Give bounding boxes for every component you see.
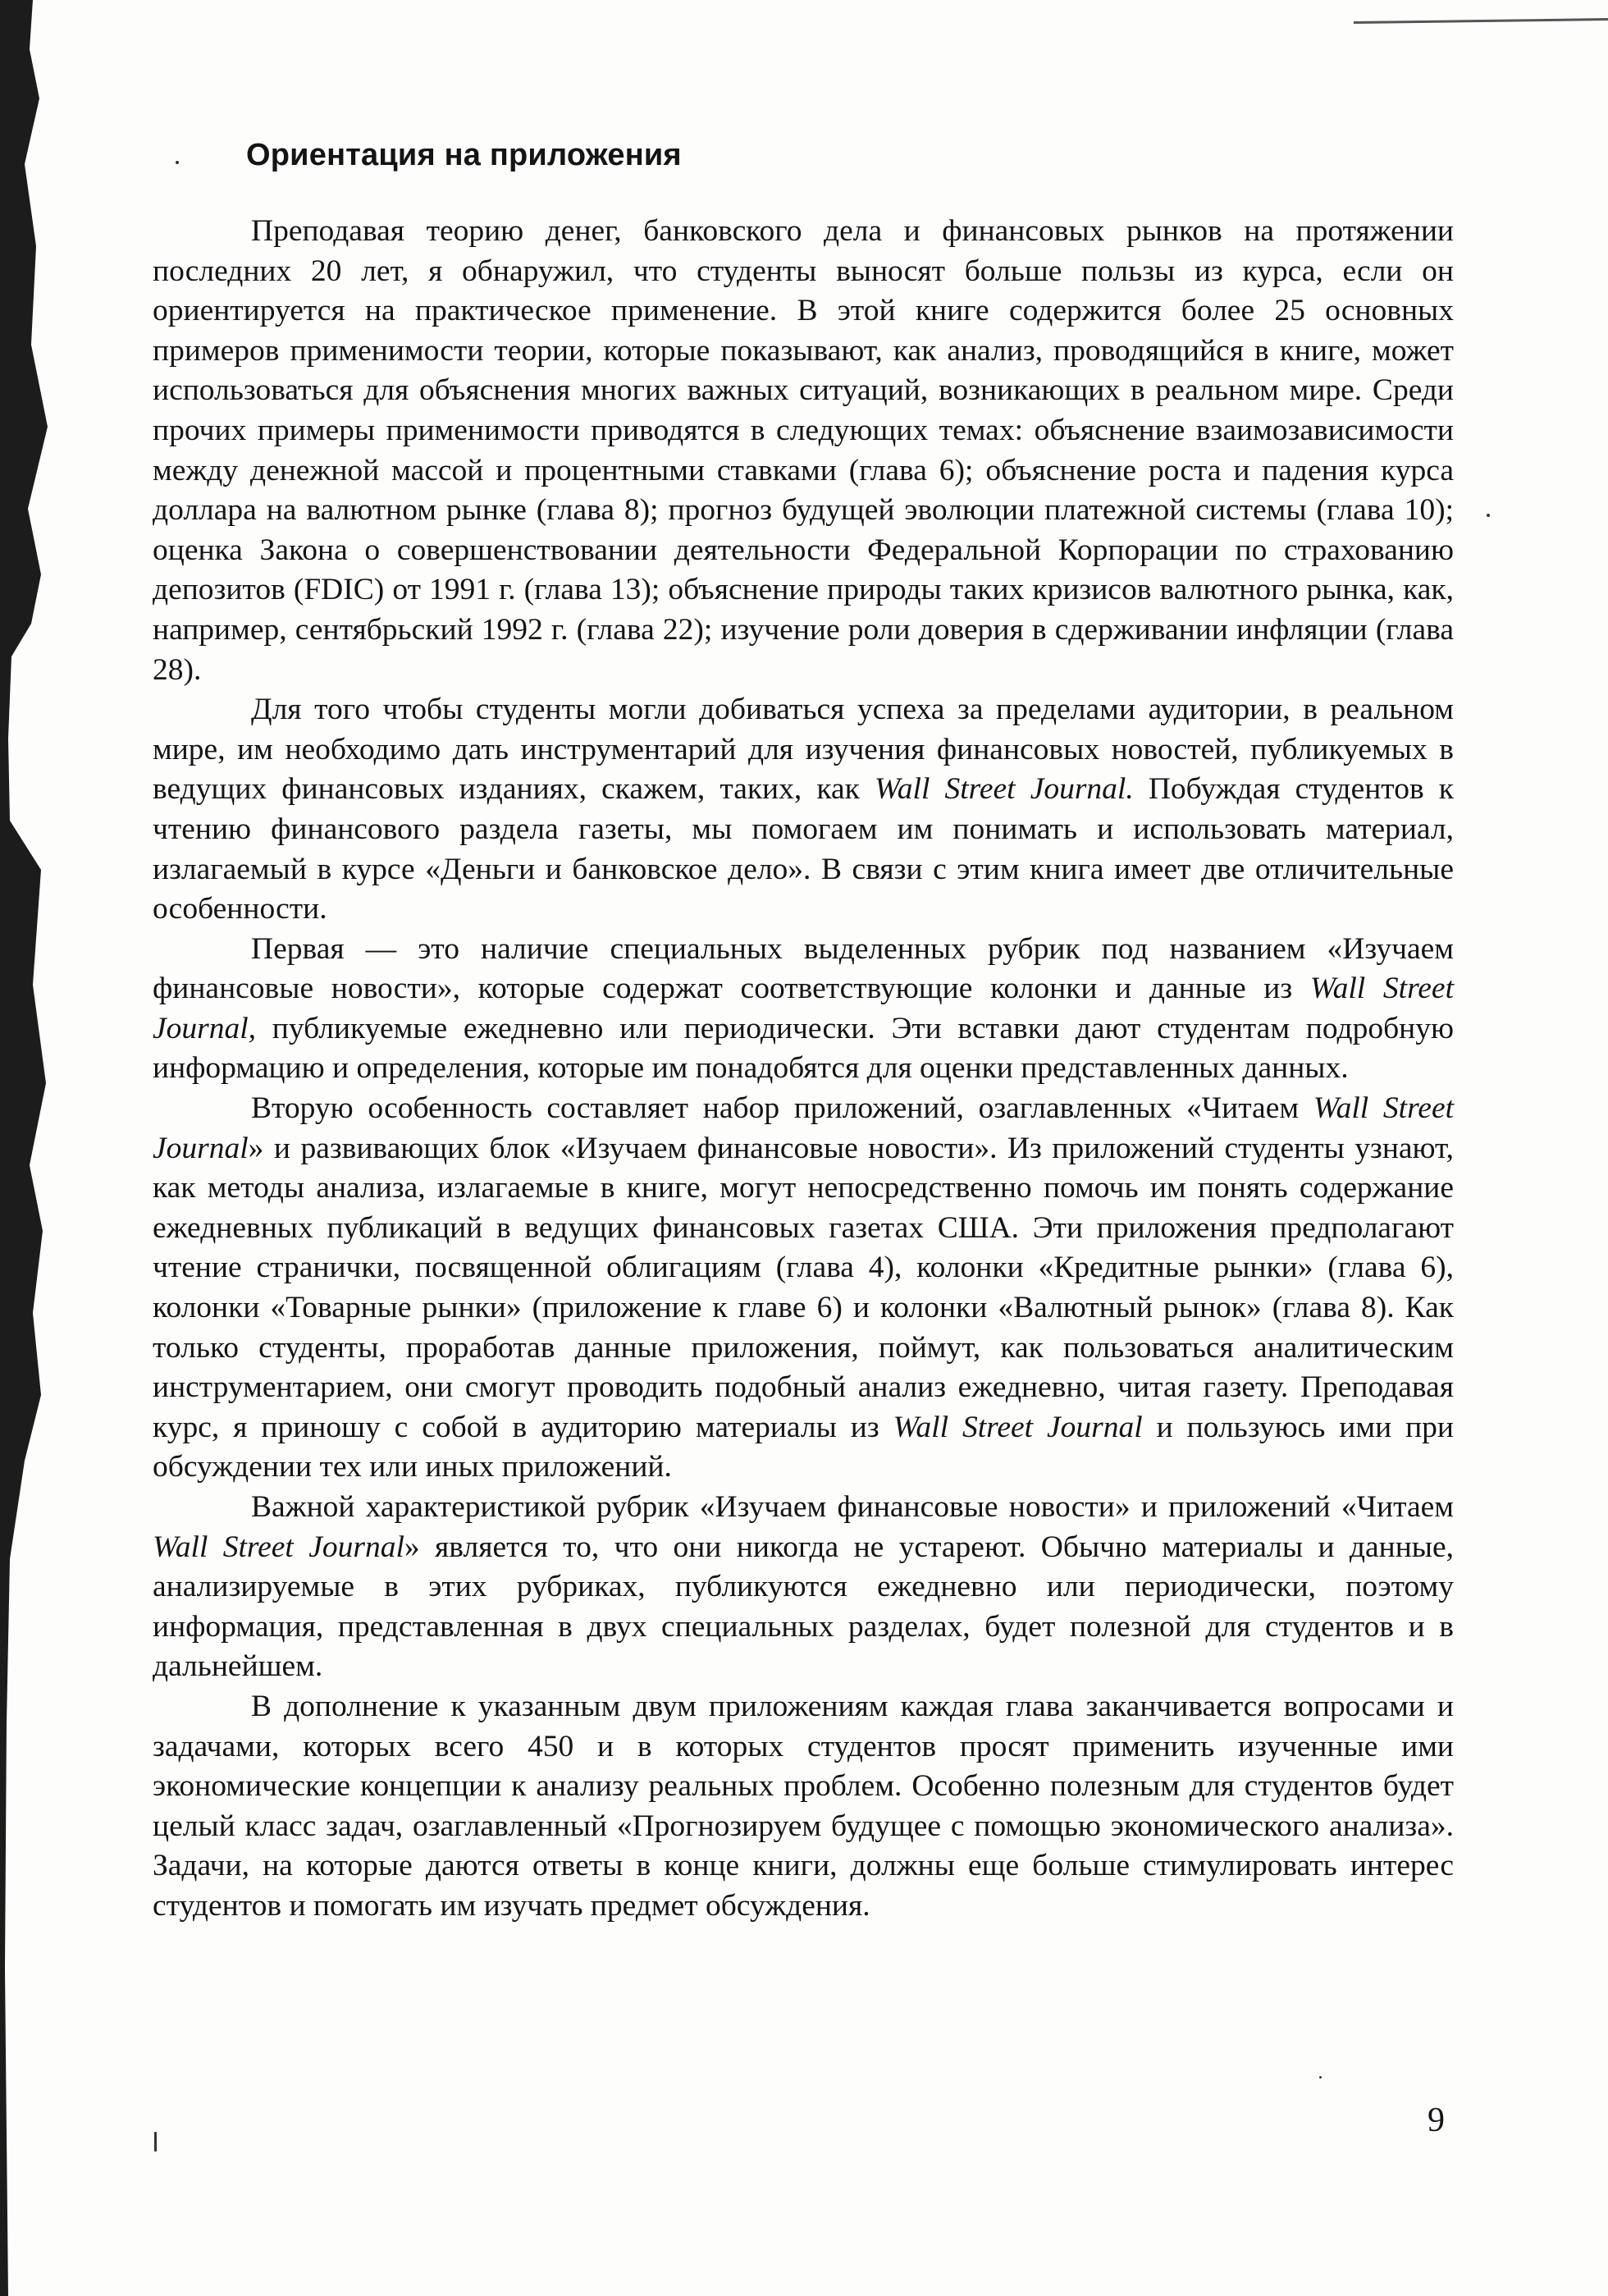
text-run: » и развивающих блок «Изучаем финансовые новости». Из приложений студенты узнают, как методы анализа, излагаемые в книге, могут непосредственно помочь им понять содержание ежедневных публикаций в ведущих финансовых газетах США. Эти приложения предполагают чтение странички, посвященной облигациям (глава 4), колонки «Кредитные рынки» (глава 6), колонки «Товарные рынки» (приложение к главе 6) и колонки «Валютный рынок» (глава 8). Как только студенты, проработав данные приложения, поймут, как пользоваться аналитическим инструментарием, они смогут проводить подобный анализ ежедневно, читая газету. Преподавая курс, я приношу с собой в аудиторию материалы из — [153, 1131, 1454, 1444]
paragraph — [153, 690, 1454, 930]
scan-edge-artifact — [0, 0, 57, 2296]
text-run: Первая — это наличие специальных выделенных рубрик под названием «Изучаем финансовые новости», которые содержат соответствующие колонки и данные из — [153, 931, 1454, 1006]
text-run: Преподавая теорию денег, банковского дела и финансовых рынков на протяжении последних 20 лет, я обнаружил, что студенты выносят больше пользы из курса, если он ориентируется на практическое применение. В этой книге содержится более 25 основных примеров применимости теории, которые показывают, как анализ, проводящийся в книге, может использоваться для объяснения многих важных ситуаций, возникающих в реальном мире. Среди прочих примеры применимости приводятся в следующих темах: объяснение взаимозависимости между денежной массой и процентными ставками (глава 6); объяснение роста и падения курса доллара на валютном рынке (глава 8); прогноз будущей эволюции платежной системы (глава 10); оценка Закона о совершенствовании деятельности Федеральной Корпорации по страхованию депозитов (FDIC) от 1991 г. (глава 13); объяснение природы таких кризисов валютного рынка, как, например, сентябрьский 1992 г. (глава 22); изучение роли доверия в сдерживании инфляции (глава 28). — [153, 214, 1454, 687]
paragraph — [153, 212, 1454, 690]
italic-journal-title: Wall Street Journal, — [153, 972, 1454, 1045]
text-run: В дополнение к указанным двум приложениям каждая глава заканчивается вопросами и задачами, которых всего 450 и в которых студентов просят применить изученные ими экономические концепции к анализу реальных проблем. Особенно полезным для студентов будет целый класс задач, озаглавленный «Прогнозируем будущее с помощью экономического анализа». Задачи, на которые даются ответы в конце книги, должны еще больше стимулировать интерес студентов и помогать им изучать предмет обсуждения. — [153, 1689, 1454, 1923]
italic-journal-title: Wall Street Journal. — [875, 772, 1134, 807]
paragraph — [153, 1687, 1454, 1927]
text-run: публикуемые ежедневно или периодически. Эти вставки дают студентам подробную информацию и определения, которые им понадобятся для оценки представленных данных. — [153, 1011, 1454, 1086]
italic-journal-title: Wall Street Journal — [893, 1410, 1143, 1444]
paragraph — [153, 1488, 1454, 1687]
section-heading: Ориентация на приложения — [246, 138, 682, 172]
scan-speck — [1319, 2076, 1322, 2079]
paragraph — [153, 1089, 1454, 1488]
text-run: Для того чтобы студенты могли добиваться успеха за пределами аудитории, в реальном мире, им необходимо дать инструментарий для изучения финансовых новостей, публикуемых в ведущих финансовых изданиях, скажем, таких, как — [153, 693, 1454, 807]
scan-top-edge-artifact — [1354, 15, 1608, 26]
text-run: Важной характеристикой рубрик «Изучаем финансовые новости» и приложений «Читаем — [251, 1490, 1454, 1524]
text-run: и пользуюсь ими при обсуждении тех или иных приложений. — [153, 1410, 1455, 1484]
page-number: 9 — [1428, 2102, 1445, 2139]
text-run: » является то, что они никогда не устареют. Обычно материалы и данные, анализируемые в этих рубриках, публикуются ежедневно или периодически, поэтому информация, представленная в двух специальных разделах, будет полезной для студентов и в дальнейшем. — [153, 1530, 1454, 1684]
scan-speck — [1487, 514, 1490, 517]
scan-speck — [176, 161, 179, 164]
body-text — [153, 212, 1454, 1927]
italic-journal-title: Wall Street Journal — [153, 1530, 404, 1564]
italic-journal-title: Wall Street Journal — [153, 1091, 1455, 1165]
paragraph — [153, 930, 1454, 1089]
text-run: Побуждая студентов к чтению финансового раздела газеты, мы помогаем им понимать и использовать материал, излагаемый в курсе «Деньги и банковское дело». В связи с этим книга имеет две отличительные особенности. — [153, 772, 1454, 926]
text-run: Вторую особенность составляет набор приложений, озаглавленных «Читаем — [251, 1091, 1313, 1126]
scan-speck — [154, 2132, 157, 2152]
